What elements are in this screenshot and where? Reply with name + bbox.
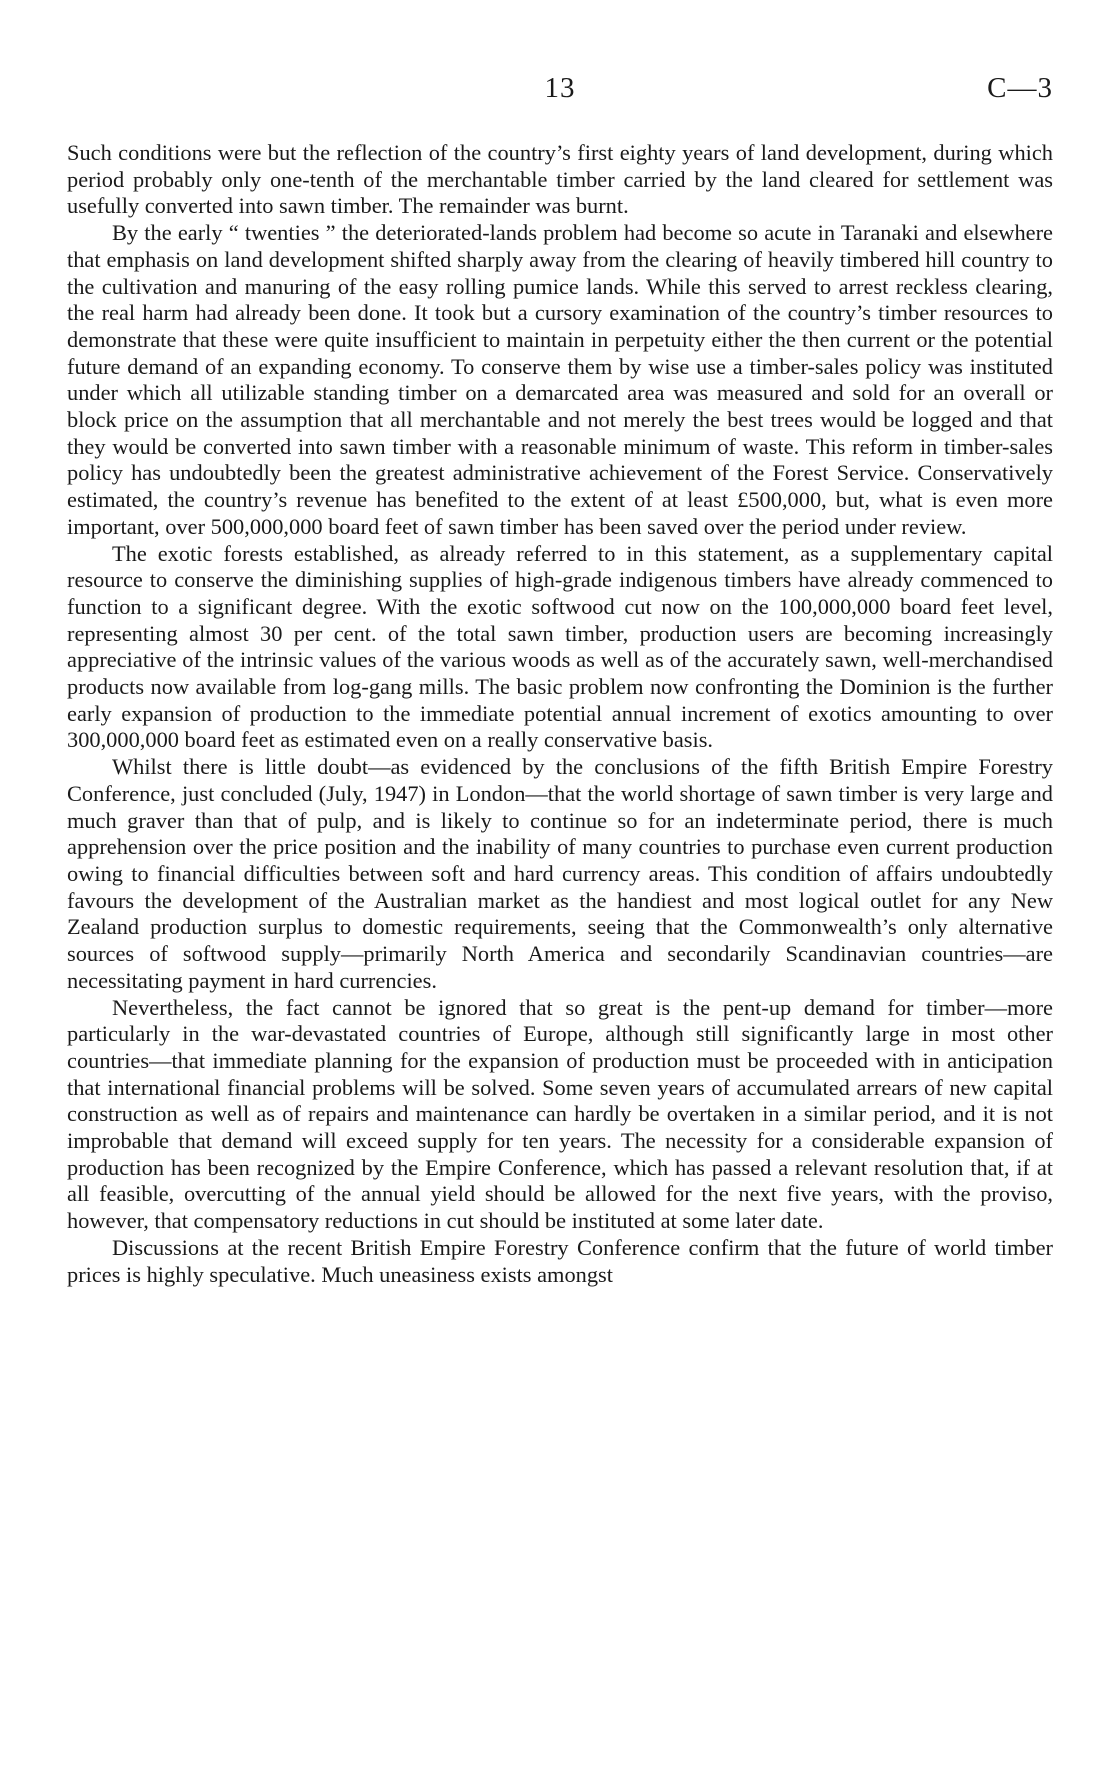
paragraph-5: Nevertheless, the fact cannot be ignored that so great is the pent-up demand for timber—more particularly in the war-devastated countries of Europe, although still significantly large in most other countries—that immediate planning for the expansion of production must be proceeded with in anticipation that international financial problems will be solved. Some seven years of accumulated arrears of new capital construction as well as of repairs and maintenance can hardly be overtaken in a similar period, and it is not improbable that demand will exceed supply for ten years. The necessity for a considerable expansion of production has been recognized by the Empire Conference, which has passed a relevant resolution that, if at all feasible, overcutting of the annual yield should be allowed for the next five years, with the proviso, however, that compensatory reductions in cut should be instituted at some later date. [67,994,1053,1234]
page-header [67,72,1053,112]
paragraph-4: Whilst there is little doubt—as evidenced by the conclusions of the fifth British Empire Forestry Conference, just concluded (July, 1947) in London—that the world shortage of sawn timber is very large and much graver than that of pulp, and is likely to continue so for an indeterminate period, there is much apprehension over the price position and the inability of many countries to purchase even current production owing to financial difficulties between soft and hard currency areas. This condition of affairs undoubtedly favours the development of the Australian market as the handiest and most logical outlet for any New Zealand production surplus to domestic requirements, seeing that the Commonwealth’s only alternative sources of softwood supply—primarily North America and secondarily Scandinavian countries—are necessitating payment in hard currencies. [67,754,1053,993]
paragraph-3: The exotic forests established, as already referred to in this statement, as a supplementary capital resource to conserve the diminishing supplies of high-grade indigenous timbers have already commenced to function to a significant degree. With the exotic softwood cut now on the 100,000,000 board feet level, representing almost 30 per cent. of the total sawn timber, production users are becoming increasingly appreciative of the intrinsic values of the various woods as well as of the accurately sawn, well-merchandised products now available from log-gang mills. The basic problem now confronting the Dominion is the further early expansion of production to the immediate potential annual increment of exotics amounting to over 300,000,000 board feet as estimated even on a really conservative basis. [67,540,1053,753]
paragraph-2: By the early “ twenties ” the deteriorated-lands problem had become so acute in Taranaki and elsewhere that emphasis on land development shifted sharply away from the clearing of heavily timbered hill country to the cultivation and manuring of the easy rolling pumice lands. While this served to arrest reckless clearing, the real harm had already been done. It took but a cursory examination of the country’s timber resources to demonstrate that these were quite insufficient to maintain in perpetuity either the then current or the potential future demand of an expanding economy. To conserve them by wise use a timber-sales policy was instituted under which all utilizable standing timber on a demarcated area was measured and sold for an overall or block price on the assumption that all merchantable and not merely the best trees would be logged and that they would be converted into sawn timber with a reasonable minimum of waste. This reform in timber-sales policy has undoubtedly been the greatest administrative achievement of the Forest Service. Conservatively estimated, the country’s revenue has benefited to the extent of at least £500,000, but, what is even more important, over 500,000,000 board feet of sawn timber has been saved over the period under review. [67,220,1053,539]
paragraph-1: Such conditions were but the reflection of the country’s first eighty years of land development, during which period probably only one-tenth of the merchantable timber carried by the land cleared for settlement was usefully converted into sawn timber. The remainder was burnt. [67,140,1053,219]
document-reference: C—3 [987,72,1053,104]
paragraph-6: Discussions at the recent British Empire Forestry Conference confirm that the future of world timber prices is highly speculative. Much uneasiness exists amongst [67,1234,1053,1287]
document-page [67,0,1053,1781]
body-text [67,140,1053,1288]
page-number: 13 [544,72,576,104]
